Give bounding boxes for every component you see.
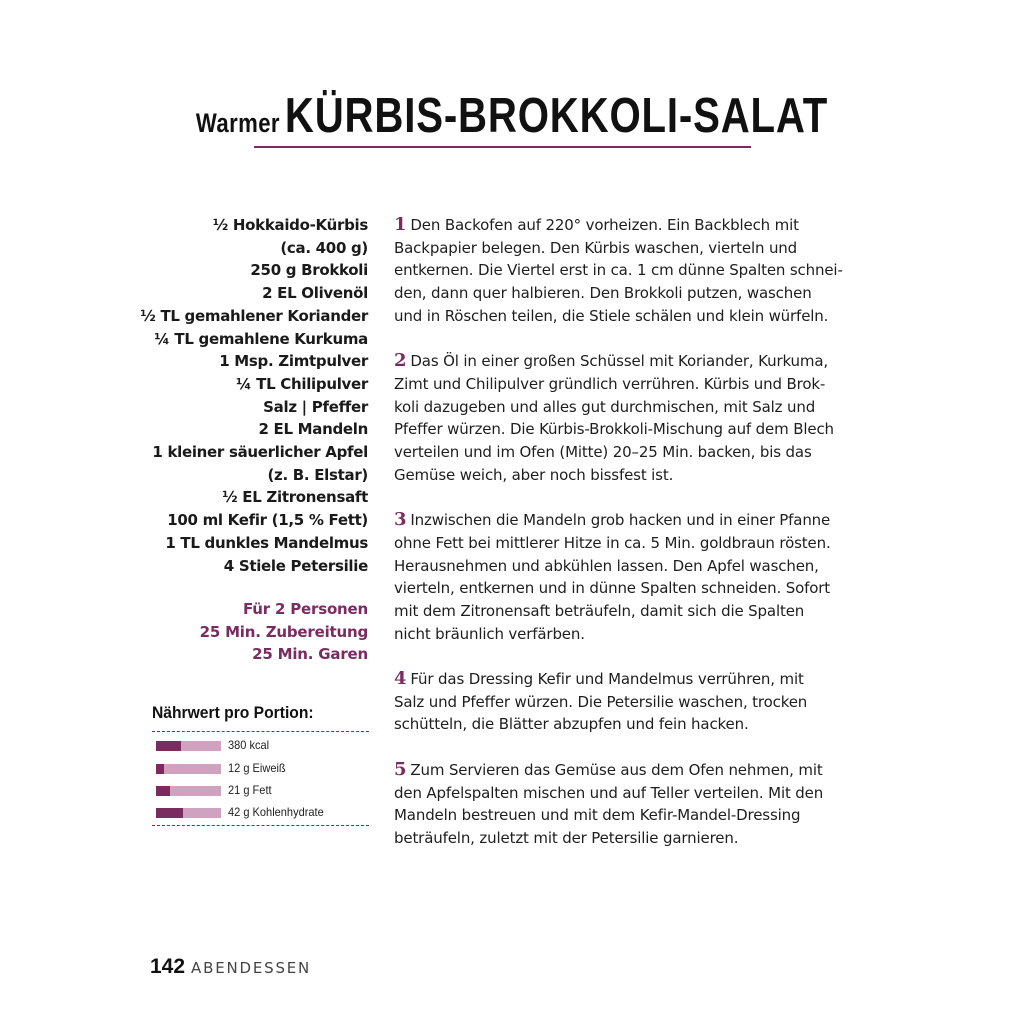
step-line (394, 509, 864, 532)
step-text: Für das Dressing Kefir und Mandelmus verrühren, mit (410, 670, 804, 689)
step-text: Zum Servieren das Gemüse aus dem Ofen nehmen, mit (410, 760, 823, 779)
ingredient-item: ½ EL Zitronensaft (222, 488, 368, 507)
nutrition-label: 21 g Fett (228, 783, 272, 797)
ingredient-list (100, 214, 368, 577)
step-line: beträufeln, zuletzt mit der Petersilie garnieren. (394, 828, 739, 847)
ingredient-item: 250 g Brokkoli (250, 261, 368, 280)
nutrition-bar-fill (156, 808, 183, 818)
ingredient-item: (z. B. Elstar) (267, 465, 368, 484)
step-line: schütteln, die Blätter abzupfen und fein hacken. (394, 715, 749, 734)
step-number: 3 (394, 509, 407, 531)
instruction-steps (394, 214, 864, 872)
meta-line: Für 2 Personen (243, 600, 368, 618)
ingredient-item: ¼ TL gemahlene Kurkuma (154, 329, 368, 348)
ingredient-item: (ca. 400 g) (280, 238, 368, 257)
nutrition-bar-track (156, 764, 221, 774)
step-line: Backpapier belegen. Den Kürbis waschen, vierteln und (394, 238, 798, 257)
step-number: 4 (394, 668, 407, 690)
step-line: den Apfelspalten mischen und auf Teller verteilen. Mit den (394, 783, 824, 802)
nutrition-label: 380 kcal (228, 738, 270, 752)
ingredient-item: 1 Msp. Zimtpulver (219, 352, 368, 371)
page-number: 142 (150, 955, 186, 978)
nutrition-divider-bottom (152, 825, 369, 826)
step-number: 2 (394, 350, 407, 372)
nutrition-label: 42 g Kohlenhydrate (228, 805, 324, 819)
step-line: nicht bräunlich verfärben. (394, 624, 585, 643)
step-line (394, 350, 864, 373)
step-text: Das Öl in einer großen Schüssel mit Koriander, Kurkuma, (410, 352, 829, 371)
step-line (394, 668, 864, 691)
nutrition-bar-fill (156, 786, 170, 796)
page-footer (150, 955, 311, 979)
step-line: entkernen. Die Viertel erst in ca. 1 cm dünne Spalten schnei- (394, 261, 843, 280)
nutrition-label: 12 g Eiweiß (228, 761, 286, 775)
ingredient-item: Salz | Pfeffer (263, 397, 368, 416)
ingredient-item: 1 TL dunkles Mandelmus (165, 533, 368, 552)
instruction-step (394, 759, 864, 850)
title-prefix: Warmer (195, 108, 280, 138)
ingredient-item: 2 EL Olivenöl (262, 284, 368, 303)
instruction-step (394, 214, 864, 328)
step-number: 1 (394, 214, 407, 235)
step-text: Inzwischen die Mandeln grob hacken und in einer Pfanne (410, 511, 831, 530)
nutrition-bar-fill (156, 764, 164, 774)
step-line: verteilen und im Ofen (Mitte) 20–25 Min. backen, bis das (394, 443, 812, 462)
nutrition-divider-top (152, 731, 369, 732)
ingredient-item: 100 ml Kefir (1,5 % Fett) (167, 511, 368, 530)
step-line: Zimt und Chilipulver gründlich verrühren. Kürbis und Brok- (394, 374, 826, 393)
meta-line: 25 Min. Garen (252, 645, 368, 664)
step-line: Mandeln bestreuen und mit dem Kefir-Mandel-Dressing (394, 806, 801, 825)
step-line: mit dem Zitronensaft beträufeln, damit sich die Spalten (394, 601, 805, 620)
title-underline (254, 146, 751, 148)
step-line: ohne Fett bei mittlerer Hitze in ca. 5 Min. goldbraun rösten. (394, 533, 831, 552)
ingredient-item: 1 kleiner säuerlicher Apfel (152, 443, 368, 462)
instruction-step (394, 668, 864, 736)
nutrition-title: Nährwert pro Portion: (152, 703, 314, 722)
ingredient-item: ½ TL gemahlener Koriander (140, 306, 368, 325)
instruction-step (394, 350, 864, 486)
ingredient-item: 2 EL Mandeln (258, 420, 368, 439)
title-main: KÜRBIS-BROKKOLI-SALAT (284, 89, 829, 143)
step-line: vierteln, entkernen und in dünne Spalten schneiden. Sofort (394, 579, 831, 598)
step-number: 5 (394, 758, 407, 780)
ingredient-item: ½ Hokkaido-Kürbis (212, 216, 368, 234)
nutrition-bar-fill (156, 741, 181, 751)
step-line (394, 759, 864, 782)
instruction-step (394, 509, 864, 645)
step-line: und in Röschen teilen, die Stiele schälen und klein würfeln. (394, 306, 829, 325)
step-line: Herausnehmen und abkühlen lassen. Den Apfel waschen, (394, 556, 819, 575)
ingredient-item: 4 Stiele Petersilie (223, 556, 368, 575)
step-line: koli dazugeben und alles gut durchmischen, mit Salz und (394, 397, 816, 416)
step-text: Den Backofen auf 220° vorheizen. Ein Backblech mit (410, 216, 799, 234)
step-line: Pfeffer würzen. Die Kürbis-Brokkoli-Mischung auf dem Blech (394, 420, 834, 439)
step-line: den, dann quer halbieren. Den Brokkoli putzen, waschen (394, 284, 812, 303)
ingredient-item: ¼ TL Chilipulver (236, 374, 368, 393)
meta-line: 25 Min. Zubereitung (199, 622, 368, 641)
step-line (394, 214, 864, 237)
step-line: Salz und Pfeffer würzen. Die Petersilie waschen, trocken (394, 692, 808, 711)
recipe-meta (100, 598, 368, 666)
step-line: Gemüse weich, aber noch bissfest ist. (394, 465, 674, 484)
recipe-title (92, 88, 932, 144)
section-name: ABENDESSEN (191, 959, 312, 977)
